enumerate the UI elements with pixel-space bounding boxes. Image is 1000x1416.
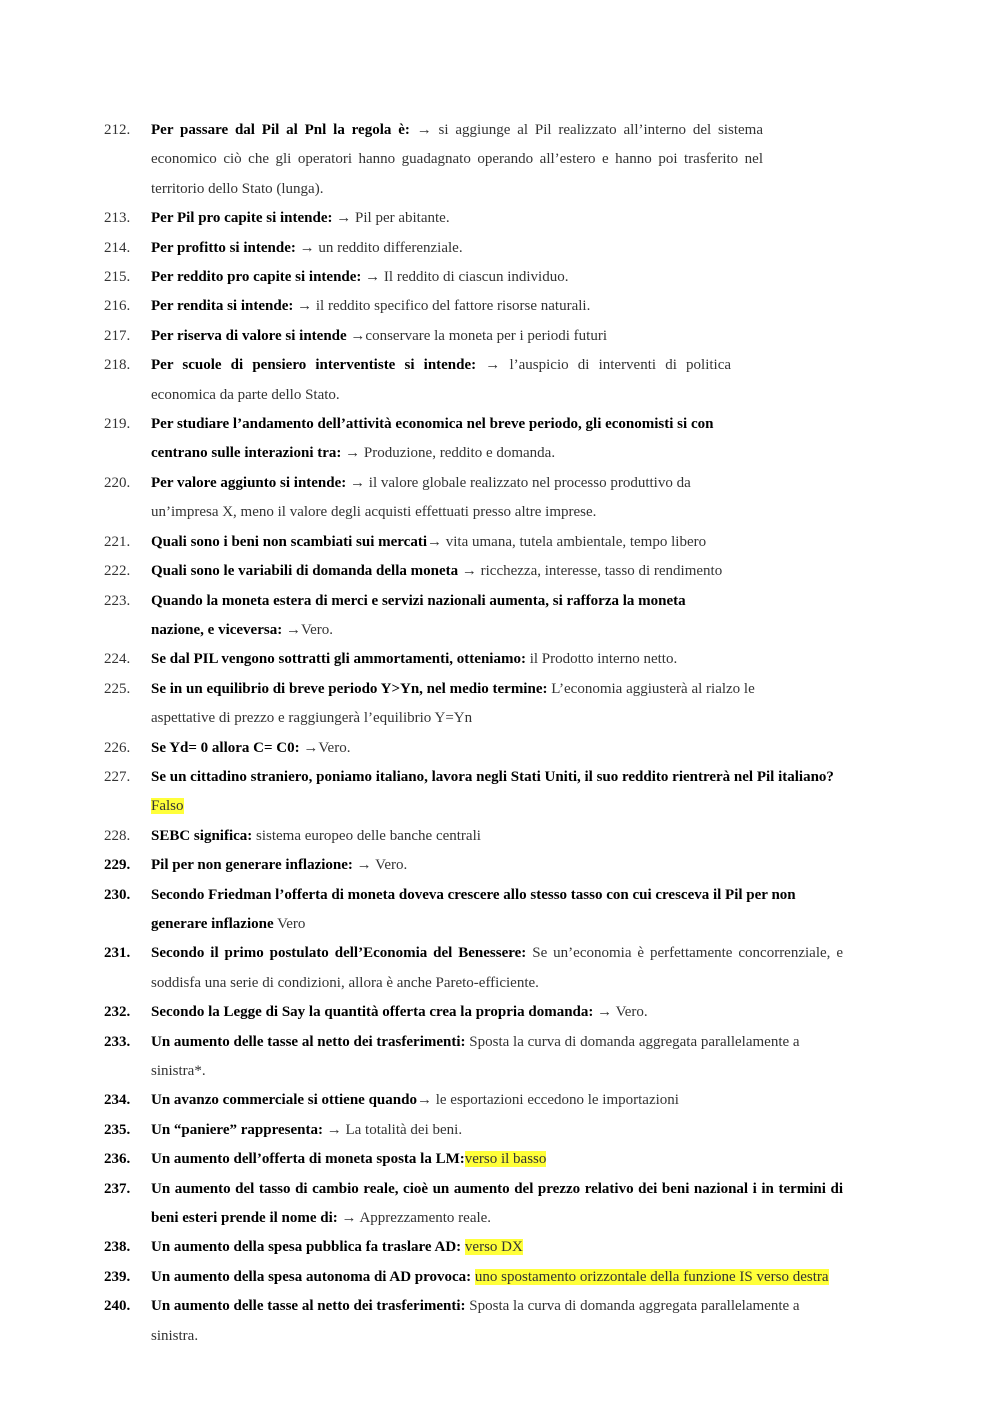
item-answer: Vero [273,915,306,932]
item-number: 239. [104,1268,131,1285]
item-answer: sistema europeo delle banche centrali [252,827,481,844]
item-answer: Se un’economia è perfettamente concorrenziale, e soddisfa una serie di condizioni, allora è anche Pareto-efficiente. [151,945,843,991]
list-item [104,998,894,1027]
list-item [104,763,894,822]
list-item [104,1116,894,1145]
item-number: 224. [104,651,131,668]
item-number: 218. [104,357,131,374]
item-number: 212. [104,122,131,138]
item-answer: →Vero. [299,739,351,756]
item-question: Per valore aggiunto si intende: [151,474,347,491]
item-number: 233. [104,1033,131,1050]
item-number: 225. [104,680,131,697]
item-number: 226. [104,739,131,756]
item-question: Se in un equilibrio di breve periodo Y>Yn, nel medio termine: [151,680,548,697]
list-item [104,410,894,469]
item-answer: → Produzione, reddito e domanda. [341,445,556,462]
item-question: Se un cittadino straniero, poniamo italiano, lavora negli Stati Uniti, il suo reddito rientrerà nel Pil italiano? [151,768,834,785]
item-number: 221. [104,533,131,550]
item-number: 236. [104,1151,131,1168]
item-answer: →Vero. [282,621,334,638]
item-number: 229. [104,857,131,874]
item-number: 238. [104,1239,131,1256]
item-number: 237. [104,1180,131,1197]
item-question: Secondo Friedman l’offerta di moneta doveva crescere allo stesso tasso con cui cresceva il Pil per non generare inflazione [151,886,796,932]
list-item [104,1233,894,1262]
item-answer: → il valore globale realizzato nel processo produttivo da un’impresa X, meno il valore degli acquisti effettuati presso altre imprese. [151,474,691,521]
item-number: 217. [104,327,131,344]
item-number: 231. [104,945,131,962]
item-question: Quali sono le variabili di domanda della moneta [151,563,459,580]
list-item [104,292,894,321]
list-item [104,322,894,351]
item-answer: → un reddito differenziale. [295,239,463,256]
item-answer: → l’auspicio di interventi di politica economica da parte dello Stato. [151,357,732,403]
item-number: 215. [104,269,131,286]
item-answer-highlighted: uno spostamento orizzontale della funzione IS verso destra [474,1268,829,1285]
item-question: Per riserva di valore si intende [151,327,347,344]
list-item [104,939,894,998]
item-answer: → Pil per abitante. [332,210,450,227]
item-question: Per passare dal Pil al Pnl la regola è: [151,122,410,138]
item-question: SEBC significa: [151,827,253,844]
item-question: Per rendita si intende: [151,298,294,315]
item-question: Per studiare l’andamento dell’attività economica nel breve periodo, gli economisti si con centrano sulle interazioni tra: [151,416,714,462]
item-number: 223. [104,592,131,609]
item-question: Per reddito pro capite si intende: [151,269,362,286]
item-question: Un avanzo commerciale si ottiene quando [151,1092,417,1109]
item-answer: Sposta la curva di domanda aggregata parallelamente a sinistra*. [151,1033,800,1079]
item-answer: → il reddito specifico del fattore risorse naturali. [293,298,591,315]
item-answer: → Apprezzamento reale. [337,1210,492,1227]
list-item [104,822,894,851]
item-number: 214. [104,239,131,256]
item-number: 234. [104,1092,131,1109]
list-item [104,116,894,204]
item-question: Secondo la Legge di Say la quantità offerta crea la propria domanda: [151,1004,594,1021]
list-item [104,557,894,586]
item-question: Quali sono i beni non scambiati sui mercati [151,533,428,550]
item-question: Un aumento della spesa autonoma di AD provoca: [151,1268,472,1285]
item-answer: → Vero. [593,1004,648,1021]
list-item [104,1086,894,1115]
list-item [104,1263,894,1292]
item-answer-highlighted: Falso [151,798,184,815]
list-item [104,263,894,292]
item-question: Per Pil pro capite si intende: [151,210,333,227]
item-number: 232. [104,1004,131,1021]
item-answer: → La totalità dei beni. [322,1121,463,1138]
list-item [104,851,894,880]
item-question: Un aumento della spesa pubblica fa traslare AD: [151,1239,462,1256]
item-number: 240. [104,1298,131,1315]
item-question: Un aumento delle tasse al netto dei trasferimenti: [151,1033,466,1050]
item-number: 220. [104,474,131,491]
item-answer: → si aggiunge al Pil realizzato all’interno del sistema economico ciò che gli operatori hanno guadagnato operando all’estero e hanno poi trasferito nel territorio dello Stato (lunga). [151,122,763,197]
list-item [104,528,894,557]
item-question: Un aumento delle tasse al netto dei trasferimenti: [151,1298,466,1315]
list-item [104,1028,894,1087]
item-answer-highlighted: verso il basso [464,1151,547,1168]
item-question: Quando la moneta estera di merci e servizi nazionali aumenta, si rafforza la moneta nazione, e viceversa: [151,592,686,638]
item-question: Se Yd= 0 allora C= C0: [151,739,300,756]
item-question: Un “paniere” rappresenta: [151,1121,323,1138]
list-item [104,881,894,940]
list-item [104,1145,894,1174]
item-number: 228. [104,827,131,844]
list-item [104,734,894,763]
list-item [104,469,894,528]
item-question: Un aumento del tasso di cambio reale, cioè un aumento del prezzo relativo dei beni nazional i in termini di beni esteri prende il nome di: [151,1180,843,1227]
item-answer: → Vero. [352,857,408,874]
item-answer: → vita umana, tutela ambientale, tempo libero [427,533,707,550]
item-question: Per scuole di pensiero interventiste si intende: [151,357,477,374]
item-answer: → ricchezza, interesse, tasso di rendimento [458,563,723,580]
item-answer: L’economia aggiusterà al rialzo le aspettative di prezzo e raggiungerà l’equilibrio Y=Yn [151,680,755,727]
item-question: Un aumento dell’offerta di moneta sposta la LM: [151,1151,465,1168]
item-number: 216. [104,298,131,315]
list-item [104,1175,894,1234]
item-answer: →conservare la moneta per i periodi futuri [346,327,607,344]
item-number: 230. [104,886,131,903]
item-answer: Sposta la curva di domanda aggregata parallelamente a sinistra. [151,1298,800,1344]
item-number: 213. [104,210,131,227]
item-question: Per profitto si intende: [151,239,296,256]
item-number: 219. [104,416,131,433]
list-item [104,675,894,734]
item-number: 222. [104,563,131,580]
item-question: Se dal PIL vengono sottratti gli ammortamenti, otteniamo: [151,651,526,668]
item-question: Pil per non generare inflazione: [151,857,353,874]
item-answer: → Il reddito di ciascun individuo. [361,269,569,286]
item-number: 235. [104,1121,131,1138]
list-item [104,1292,894,1351]
question-list [104,116,894,1351]
item-answer: → le esportazioni eccedono le importazioni [416,1092,679,1109]
list-item [104,587,894,646]
item-number: 227. [104,768,131,785]
item-answer: il Prodotto interno netto. [525,651,678,668]
list-item [104,645,894,674]
item-question: Secondo il primo postulato dell’Economia del Benessere: [151,945,527,962]
item-answer-highlighted: verso DX [464,1239,523,1256]
list-item [104,351,894,410]
list-item [104,204,894,233]
list-item [104,234,894,263]
